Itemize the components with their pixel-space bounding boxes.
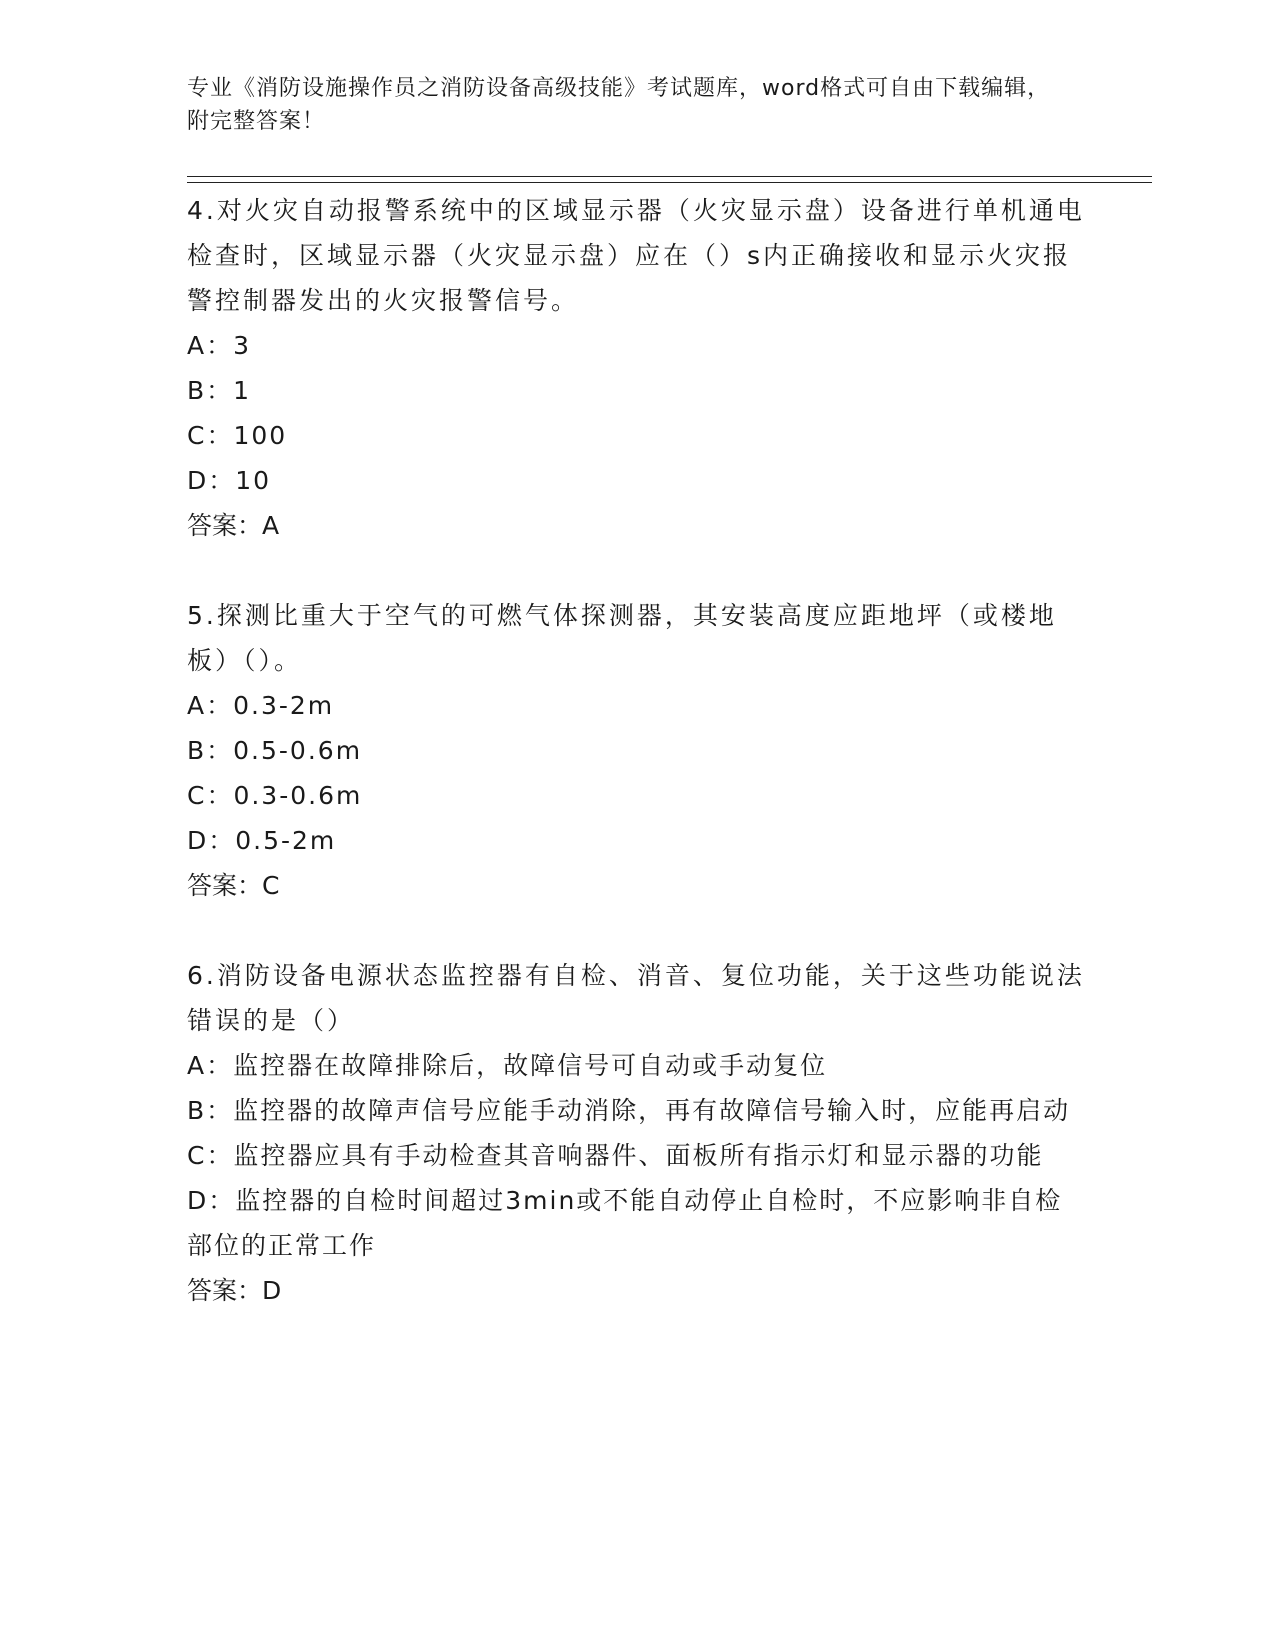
question-text: 4.对火灾自动报警系统中的区域显示器（火灾显示盘）设备进行单机通电检查时，区域显示器（火灾显示盘）应在（）s内正确接收和显示火灾报警控制器发出的火灾报警信号。 (187, 196, 1085, 315)
option-c: C：100 (187, 421, 288, 450)
option-b: B：0.5-0.6m (187, 736, 363, 765)
option-d: D：10 (187, 466, 272, 495)
question-5 (187, 593, 1087, 908)
document-header: 专业《消防设施操作员之消防设备高级技能》考试题库，word格式可自由下载编辑，附完整答案！ (187, 76, 1051, 134)
option-a: A：3 (187, 331, 252, 360)
question-text: 5.探测比重大于空气的可燃气体探测器，其安装高度应距地坪（或楼地板）（）。 (187, 601, 1057, 675)
answer: 答案：C (187, 871, 280, 900)
option-a: A：监控器在故障排除后，故障信号可自动或手动复位 (187, 1051, 828, 1080)
option-d: D：0.5-2m (187, 826, 337, 855)
question-4 (187, 188, 1087, 548)
question-6 (187, 953, 1087, 1313)
option-c: C：监控器应具有手动检查其音响器件、面板所有指示灯和显示器的功能 (187, 1141, 1044, 1170)
header-divider-bottom (187, 182, 1152, 183)
answer: 答案：A (187, 511, 280, 540)
option-b: B：1 (187, 376, 252, 405)
answer: 答案：D (187, 1276, 282, 1305)
question-text: 6.消防设备电源状态监控器有自检、消音、复位功能，关于这些功能说法错误的是（） (187, 961, 1085, 1035)
option-a: A：0.3-2m (187, 691, 335, 720)
option-c: C：0.3-0.6m (187, 781, 363, 810)
header-divider-top (187, 176, 1152, 177)
question-list (187, 188, 1087, 1358)
option-d: D：监控器的自检时间超过3min或不能自动停止自检时，不应影响非自检部位的正常工作 (187, 1186, 1063, 1260)
option-b: B：监控器的故障声信号应能手动消除，再有故障信号输入时，应能再启动 (187, 1096, 1071, 1125)
